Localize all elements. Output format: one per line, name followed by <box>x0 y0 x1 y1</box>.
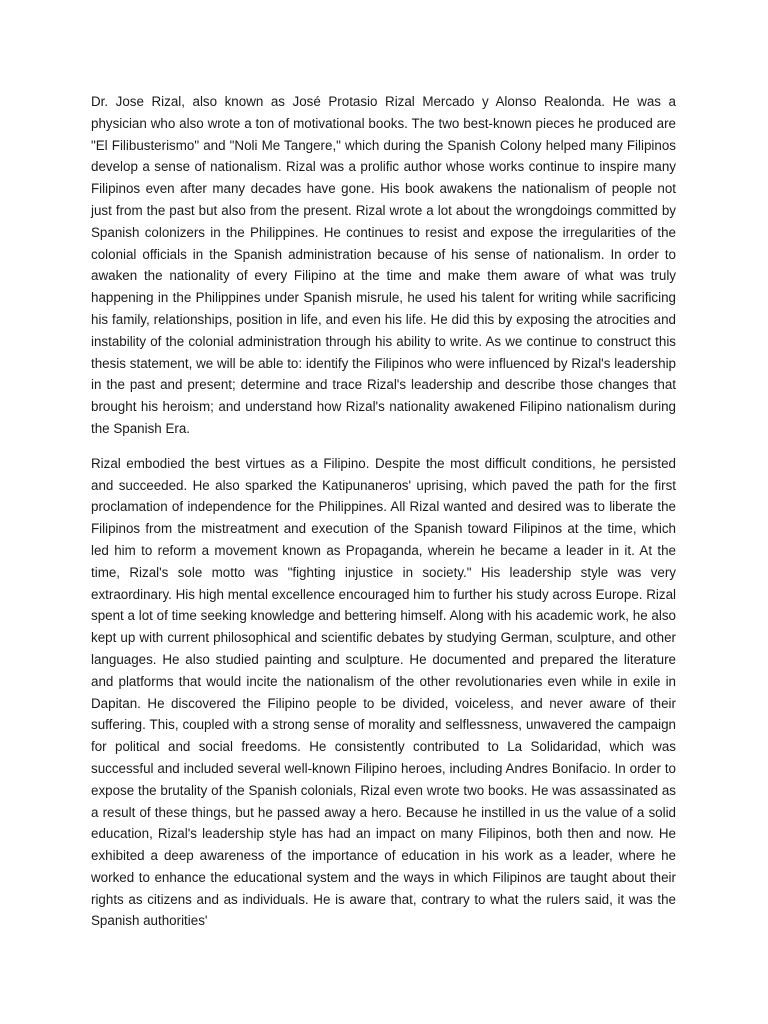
paragraph-introduction: Dr. Jose Rizal, also known as José Protasio Rizal Mercado y Alonso Realonda. He was a physician who also wrote a ton of motivational books. The two best-known pieces he produced are "El Filibusterismo" and "Noli Me Tangere," which during the Spanish Colony helped many Filipinos develop a sense of nationalism. Rizal was a prolific author whose works continue to inspire many Filipinos even after many decades have gone. His book awakens the nationalism of people not just from the past but also from the present. Rizal wrote a lot about the wrongdoings committed by Spanish colonizers in the Philippines. He continues to resist and expose the irregularities of the colonial officials in the Spanish administration because of his sense of nationalism. In order to awaken the nationality of every Filipino at the time and make them aware of what was truly happening in the Philippines under Spanish misrule, he used his talent for writing while sacrificing his family, relationships, position in life, and even his life. He did this by exposing the atrocities and instability of the colonial administration through his ability to write. As we continue to construct this thesis statement, we will be able to: identify the Filipinos who were influenced by Rizal's leadership in the past and present; determine and trace Rizal's leadership and describe those changes that brought his heroism; and understand how Rizal's nationality awakened Filipino nationalism during the Spanish Era. <box>91 94 676 436</box>
paragraph-leadership: Rizal embodied the best virtues as a Filipino. Despite the most difficult conditions, he persisted and succeeded. He also sparked the Katipunaneros' uprising, which paved the path for the first proclamation of independence for the Philippines. All Rizal wanted and desired was to liberate the Filipinos from the mistreatment and execution of the Spanish toward Filipinos at the time, which led him to reform a movement known as Propaganda, wherein he became a leader in it. At the time, Rizal's sole motto was "fighting injustice in society." His leadership style was very extraordinary. His high mental excellence encouraged him to further his study across Europe. Rizal spent a lot of time seeking knowledge and bettering himself. Along with his academic work, he also kept up with current philosophical and scientific debates by studying German, sculpture, and other languages. He also studied painting and sculpture. He documented and prepared the literature and platforms that would incite the nationalism of the other revolutionaries even while in exile in Dapitan. He discovered the Filipino people to be divided, voiceless, and never aware of their suffering. This, coupled with a strong sense of morality and selflessness, unwavered the campaign for political and social freedoms. He consistently contributed to La Solidaridad, which was successful and included several well-known Filipino heroes, including Andres Bonifacio. In order to expose the brutality of the Spanish colonials, Rizal even wrote two books. He was assassinated as a result of these things, but he passed away a hero. Because he instilled in us the value of a solid education, Rizal's leadership style has had an impact on many Filipinos, both then and now. He exhibited a deep awareness of the importance of education in his work as a leader, where he worked to enhance the educational system and the ways in which Filipinos are taught about their rights as citizens and as individuals. He is aware that, contrary to what the rulers said, it was the Spanish authorities' <box>91 455 676 929</box>
document-page <box>91 91 676 932</box>
